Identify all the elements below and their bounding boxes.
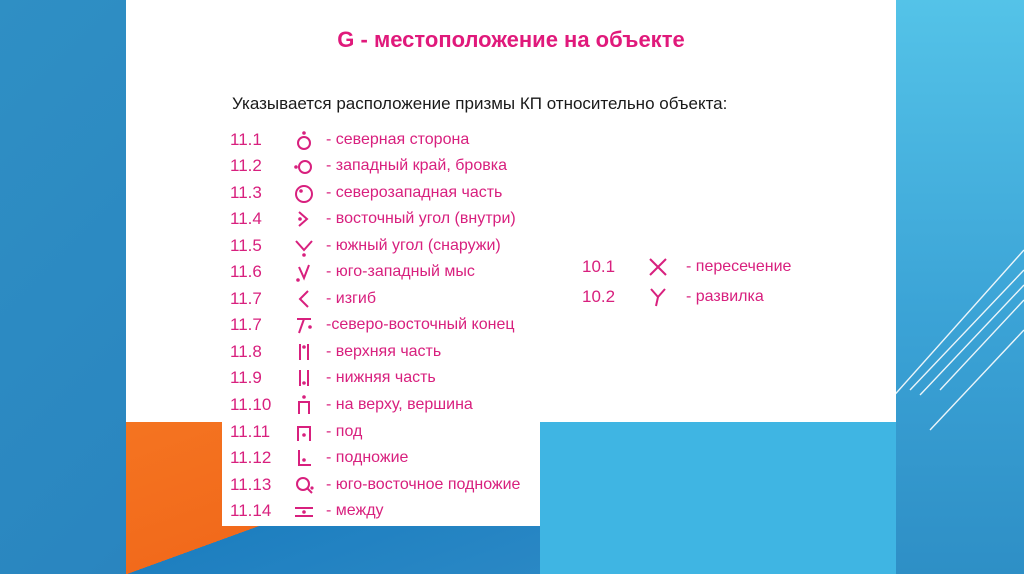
slide-title: G - местоположение на объекте xyxy=(337,27,685,52)
summit-icon xyxy=(284,393,324,417)
legend-row xyxy=(230,392,473,418)
legend-row xyxy=(230,259,475,285)
foot-icon xyxy=(284,446,324,470)
legend-code: 11.12 xyxy=(230,448,272,467)
legend-row xyxy=(230,206,516,232)
angle-dot-inside-icon xyxy=(284,207,324,231)
legend-text: - юго-западный мыс xyxy=(326,263,475,280)
decorative-lines xyxy=(880,230,1024,450)
legend-text: - восточный угол (внутри) xyxy=(326,210,516,227)
legend-text: - северная сторона xyxy=(326,131,470,148)
legend-code: 11.3 xyxy=(230,183,262,202)
between-icon xyxy=(284,499,324,523)
legend-row xyxy=(230,472,520,498)
legend-row xyxy=(582,254,791,280)
legend-code: 11.4 xyxy=(230,209,262,228)
legend-row xyxy=(230,312,515,338)
legend-row xyxy=(230,365,436,391)
legend-row xyxy=(230,127,469,153)
legend-row xyxy=(230,498,384,524)
bend-icon xyxy=(284,287,324,311)
legend-code: 11.6 xyxy=(230,262,262,281)
content-panel-tail xyxy=(222,422,540,526)
legend-code: 11.8 xyxy=(230,342,262,361)
legend-text: - верхняя часть xyxy=(326,343,442,360)
legend-row xyxy=(230,153,507,179)
fork-icon xyxy=(638,285,678,309)
legend-row xyxy=(230,286,376,312)
circle-dot-left-icon xyxy=(284,154,324,178)
legend-code: 11.10 xyxy=(230,395,272,414)
legend-row xyxy=(230,233,501,259)
legend-code: 11.2 xyxy=(230,156,262,175)
circle-dot-inside-icon xyxy=(284,181,324,205)
legend-text: - пересечение xyxy=(686,258,792,275)
legend-code: 11.11 xyxy=(230,422,271,441)
legend-text: - западный край, бровка xyxy=(326,157,507,174)
legend-code: 11.1 xyxy=(230,130,262,149)
legend-text: - нижняя часть xyxy=(326,369,436,386)
end-dot-icon xyxy=(284,313,324,337)
legend-text: -северо-восточный конец xyxy=(326,316,515,333)
cyan-decor-block xyxy=(540,422,896,574)
legend-code: 11.5 xyxy=(230,236,262,255)
cross-icon xyxy=(638,255,678,279)
legend-row xyxy=(230,419,362,445)
legend-text: - южный угол (снаружи) xyxy=(326,237,501,254)
legend-text: - северозападная часть xyxy=(326,184,503,201)
legend-code: 11.7 xyxy=(230,289,262,308)
legend-row xyxy=(582,284,764,310)
legend-row xyxy=(230,339,441,365)
legend-code: 11.9 xyxy=(230,368,262,387)
top-part-icon xyxy=(284,340,324,364)
legend-row xyxy=(230,180,502,206)
circle-dot-above-icon xyxy=(284,128,324,152)
se-foot-icon xyxy=(284,473,324,497)
legend-text: - между xyxy=(326,502,384,519)
legend-text: - изгиб xyxy=(326,290,376,307)
legend-text: - под xyxy=(326,423,363,440)
legend-text: - развилка xyxy=(686,288,764,305)
legend-text: - юго-восточное подножие xyxy=(326,476,521,493)
angle-dot-outside-icon xyxy=(284,234,324,258)
legend-text: - на верху, вершина xyxy=(326,396,473,413)
legend-code: 11.7 xyxy=(230,315,262,334)
bottom-part-icon xyxy=(284,366,324,390)
slide-subtitle: Указывается расположение призмы КП относительно объекта: xyxy=(232,94,728,113)
legend-code: 11.13 xyxy=(230,475,272,494)
under-icon xyxy=(284,420,324,444)
legend-code: 10.2 xyxy=(582,287,616,306)
legend-code: 11.14 xyxy=(230,501,272,520)
legend-text: - подножие xyxy=(326,449,409,466)
legend-code: 10.1 xyxy=(582,257,616,276)
legend-row xyxy=(230,445,408,471)
cape-dot-icon xyxy=(284,260,324,284)
content-panel xyxy=(126,0,896,422)
